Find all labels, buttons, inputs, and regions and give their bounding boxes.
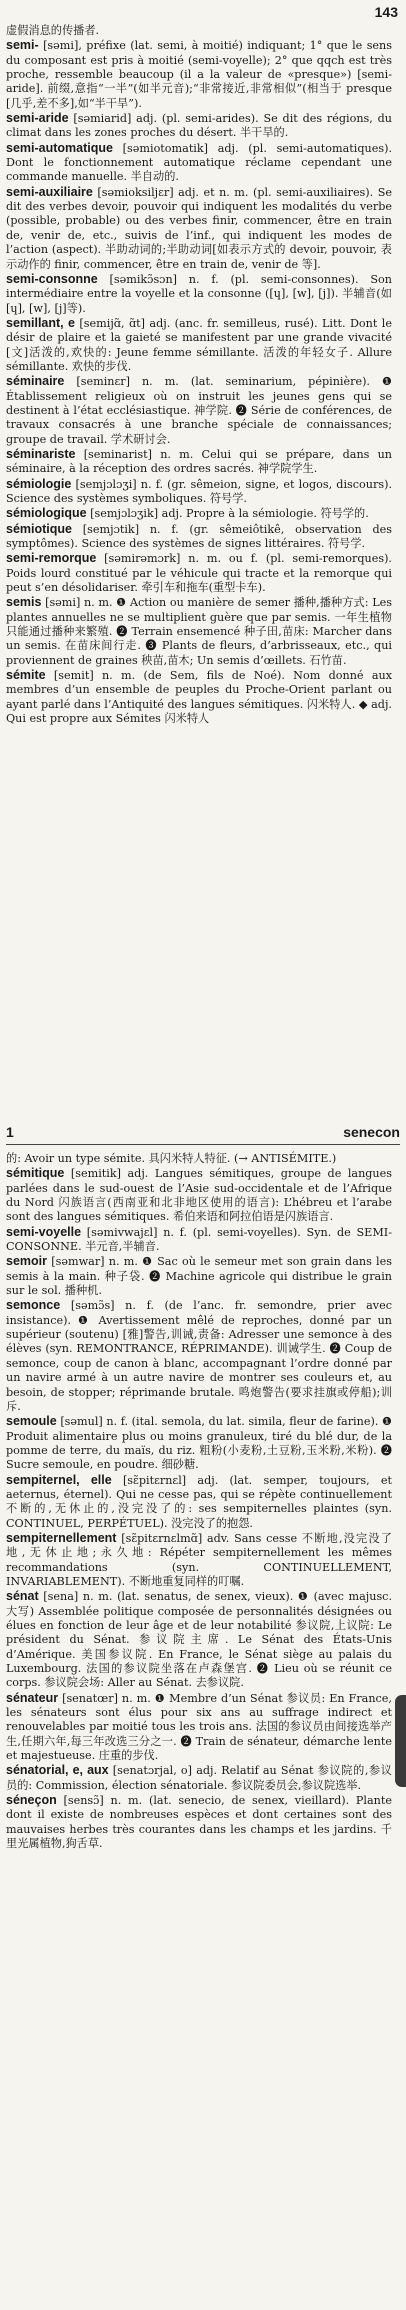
dictionary-entry xyxy=(6,1254,392,1298)
entry-definition: [senatœr] n. m. ❶ Membre d’un Sénat 参议员: En France, les sénateurs sont élus pour six ans au suffrage indirect et renouvelables par moitié tous les trois ans. 法国的参议员由间接选举产生,任期六年,每三年改选三分之一. ❷ Train de sénateur, démarche lente et majestueuse. 庄重的步伐. xyxy=(6,1691,392,1763)
dictionary-entry xyxy=(6,506,392,521)
entry-definition: [səmiarid] adj. (pl. semi-arides). Se dit des régions, du climat dans les zones proches du désert. 半干旱的. xyxy=(6,112,393,140)
entry-definition: [səmivwajɛl] n. f. (pl. semi-voyelles). Syn. de SEMI-CONSONNE. 半元音,半辅音. xyxy=(6,1225,393,1254)
dictionary-entry xyxy=(6,111,392,141)
entries-top xyxy=(6,24,392,727)
entry-headword: semoule xyxy=(6,1414,57,1429)
entry-definition: [semjɔtik] n. f. (gr. sêmeiôtikê, observation des symptômes). Science des systèmes de signes littéraires. 符号学. xyxy=(6,522,393,551)
entry-definition: [semjɔlɔʒik] adj. Propre à la sémiologie. 符号学的. xyxy=(90,507,369,521)
entry-definition: [səmul] n. f. (ital. semola, du lat. simila, fleur de farine). ❶ Produit alimentaire plus ou moins granuleux, tiré du blé dur, de la pomme de terre, du maïs, du riz. 粗粉(小麦粉,土豆粉,玉米粉,米粉). ❷ Sucre semoule, en poudre. 细砂糖. xyxy=(6,1415,392,1472)
entry-definition: [sɛ̃pitɛrnɛl] adj. (lat. semper, toujours, et aeternus, éternel). Qui ne cesse pas, qui se répète continuellement 不断的,无休止的,没完没了的: ses sempiternelles plaintes (syn. CONTINUEL, PERPÉTUEL). 没完没了的抱怨. xyxy=(6,1473,393,1530)
dictionary-entry xyxy=(6,595,392,668)
entry-definition: [semitik] adj. Langues sémitiques, groupe de langues parlées dans le sud-ouest de l’Asie sud-occidentale et de l’Afrique du Nord 闪族语言(西南亚和北非地区使用的语言): L’hébreu et l’arabe sont des langues sémitiques. 希伯来语和阿拉伯语是闪族语言. xyxy=(6,1167,393,1224)
entry-definition: [səmi], préfixe (lat. semi, à moitié) indiquant; 1° que le sens du composant est pris à moitié (semi-voyelle); 2° que qqch est très proche, ressemble beaucoup (il a la valeur de «presque») [semi-aride]. 前缀,意指“一半”(如半元音);“非常接近,非常相似”(相当于 presque [几乎,差不多],如“半干旱”). xyxy=(6,39,393,110)
entry-definition: [səmiotomatik] adj. (pl. semi-automatiques). Dont le fonctionnement automatique réclame cependant une commande manuelle. 半自动的. xyxy=(6,141,393,184)
entry-headword: semis xyxy=(6,595,42,610)
entry-headword: semonce xyxy=(6,1298,61,1313)
dictionary-entry xyxy=(6,1225,392,1255)
entry-headword: séminaire xyxy=(6,374,65,389)
dictionary-entry xyxy=(6,24,392,38)
dictionary-entry xyxy=(6,1763,392,1793)
entry-headword: sempiternellement xyxy=(6,1530,117,1545)
entry-definition: [semijɑ̃, ɑ̃t] adj. (anc. fr. semilleus, rusé). Litt. Dont le désir de plaire et la gaieté se manifestent par une grande vivacité [文]活泼的,欢快的: Jeune femme sémillante. 活泼的年轻女子. Allure sémillante. 欢快的步伐. xyxy=(6,316,392,373)
entry-headword: sémite xyxy=(6,668,46,683)
entry-headword: semillant, e xyxy=(6,315,75,330)
entry-definition: [səmirəmɔrk] n. m. ou f. (pl. semi-remorques). Poids lourd constitué par le véhicule qui tracte et la remorque qui peut s’en désolidariser. 牵引车和拖车(重型卡车). xyxy=(6,552,392,595)
entry-definition: [seminɛr] n. m. (lat. seminarium, pépinière). ❶ Établissement religieux où on instruit les jeunes gens qui se destinent à l’état ecclésiastique. 神学院. ❷ Série de conférences, de travaux consacrés à une branche spéciale de connaissances; groupe de travail. 学术研讨会. xyxy=(6,375,392,446)
entry-headword: semi-aride xyxy=(6,111,69,126)
entry-headword: sémiologie xyxy=(6,476,72,491)
thumb-index-tab xyxy=(395,1695,406,1787)
entry-definition: 虚假消息的传播者. xyxy=(6,24,100,37)
running-head xyxy=(6,1122,400,1145)
dictionary-entry xyxy=(6,447,392,477)
entry-headword: semi-voyelle xyxy=(6,1224,82,1239)
entry-definition: [səmioksiljɛr] adj. et n. m. (pl. semi-auxiliaires). Se dit des verbes devoir, pouvoir qui indiquent les modalités du verbe (possible, probable) ou des verbes finir, commencer, être en train de, venir de, etc., suivis de l’inf., qui indiquent les modes de l’action (aspect). 半助动词的;半助动词[如表示方式的 devoir, pouvoir, 表示动作的 finir, commencer, être en train de, venir de 等]. xyxy=(6,185,392,271)
dictionary-entry xyxy=(6,1473,392,1531)
running-head-left: 1 xyxy=(6,1124,14,1140)
entry-definition: [sena] n. m. (lat. senatus, de senex, vieux). ❶ (avec majusc. 大写) Assemblée politique composée de personnalités désignées ou élues en fonction de leur âge et de leur notabilité 参议院,上议院: Le président du Sénat. 参议院主席. Le Sénat des États-Unis d’Amérique. 美国参议院. En France, le Sénat siège au palais du Luxembourg. 法国的参议院坐落在卢森堡宫. ❷ Lieu où se réunit ce corps. 参议院会场: Aller au Sénat. 去参议院. xyxy=(6,1590,393,1690)
dictionary-entry xyxy=(6,38,392,111)
dictionary-entry xyxy=(6,1298,392,1414)
entry-definition: [səmɔ̃s] n. f. (de l’anc. fr. semondre, prier avec insistance). ❶ Avertissement mêlé de reproches, donné par un supérieur (soutenu) [雅]警告,训诫,责备: Adresser une semonce à des élèves (syn. REMONTRANCE, RÉPRIMANDE). 训诫学生. ❷ Coup de semonce, coup de canon à blanc, accompagnant l’ordre donné par un navire armé à un autre navire de montrer ses couleurs et, au besoin, de stopper; réprimande brutale. 鸣炮警告(要求挂旗或停船);训斥. xyxy=(6,1299,392,1413)
entry-definition: [səmi] n. m. ❶ Action ou manière de semer 播种,播种方式: Les plantes annuelles ne se multiplient guère que par semis. 一年生植物只能通过播种来繁殖. ❷ Terrain ensemencé 种子田,苗床: Marcher dans un semis. 在苗床间行走. ❸ Plants de fleurs, d’arbrisseaux, etc., qui proviennent de graines 秧苗,苗木; Un semis d’œillets. 石竹苗. xyxy=(6,596,392,667)
entry-headword: sénat xyxy=(6,1589,39,1604)
dictionary-entry xyxy=(6,1691,392,1764)
entry-headword: sémiotique xyxy=(6,521,72,536)
dictionary-entry xyxy=(6,1793,392,1851)
entry-headword: semi-auxiliaire xyxy=(6,184,93,199)
running-head-right: senecon xyxy=(343,1124,400,1140)
dictionary-entry xyxy=(6,477,392,507)
dictionary-entry xyxy=(6,1589,392,1690)
entry-definition: [sensɔ̃] n. m. (lat. senecio, de senex, vieillard). Plante dont il existe de nombreuses espèces et dont certaines sont des mauvaises herbes très courantes dans les champs et les jardins. 千里光属植物,狗舌草. xyxy=(6,1794,393,1851)
entry-definition: [səmikɔ̃sɔn] n. f. (pl. semi-consonnes). Son intermédiaire entre la voyelle et la consonne ([ɥ], [w], [j]). 半辅音(如 [ɥ], [w], [j]等). xyxy=(6,272,392,315)
entry-headword: sempiternel, elle xyxy=(6,1472,112,1487)
entry-headword: sénateur xyxy=(6,1690,59,1705)
entry-headword: séneçon xyxy=(6,1793,57,1808)
dictionary-entry xyxy=(6,668,392,726)
entry-headword: sémiologique xyxy=(6,506,87,521)
entry-definition: [semjɔlɔʒi] n. f. (gr. sêmeion, signe, et logos, discours). Science des systèmes symboliques. 符号学. xyxy=(6,477,393,505)
entry-definition: [senatɔrjal, o] adj. Relatif au Sénat 参议院的,参议员的: Commission, élection sénatoriale. 参议院委员会,参议院选举. xyxy=(6,1764,392,1792)
page-number: 143 xyxy=(374,4,398,20)
entry-headword: semi-automatique xyxy=(6,140,113,155)
dictionary-entry xyxy=(6,1166,392,1224)
entries-bottom xyxy=(6,1152,392,1852)
entry-definition: [semit] n. m. (de Sem, fils de Noé). Nom donné aux membres d’un ensemble de peuples du Proche-Orient parlant ou ayant parlé dans l’Antiquité des langues sémitiques. 闪米特人. ◆ adj. Qui est propre aux Sémites 闪米特人 xyxy=(6,669,392,726)
dictionary-entry xyxy=(6,185,392,272)
dictionary-entry xyxy=(6,316,392,374)
dictionary-entry xyxy=(6,522,392,552)
entry-headword: semi-remorque xyxy=(6,551,97,566)
entry-headword: sénatorial, e, aux xyxy=(6,1763,109,1778)
entry-definition: [sɛ̃pitɛrnɛlmɑ̃] adv. Sans cesse 不断地,没完没了地,无休止地;永久地: Répéter sempiternellement les mêmes recommandations (syn. CONTINUELLEMENT, INVARIABLEMENT). 不断地重复同样的叮嘱. xyxy=(6,1531,392,1588)
entry-definition: 的: Avoir un type sémite. 具闪米特人特征. (→ ANTISÉMITE.) xyxy=(6,1152,337,1165)
entry-definition: [səmwar] n. m. ❶ Sac où le semeur met son grain dans les semis à la main. 种子袋. ❷ Machine agricole qui distribue le grain sur le sol. 播种机. xyxy=(6,1255,392,1298)
dictionary-entry xyxy=(6,551,392,595)
entry-headword: semi- xyxy=(6,38,39,53)
dictionary-entry xyxy=(6,272,392,316)
entry-headword: semoir xyxy=(6,1254,47,1269)
dictionary-entry xyxy=(6,1531,392,1589)
dictionary-entry xyxy=(6,1414,392,1472)
dictionary-entry xyxy=(6,374,392,447)
dictionary-entry xyxy=(6,1152,392,1166)
entry-headword: semi-consonne xyxy=(6,271,98,286)
entry-headword: sémitique xyxy=(6,1166,65,1181)
dictionary-entry xyxy=(6,141,392,185)
entry-headword: séminariste xyxy=(6,446,76,461)
entry-definition: [seminarist] n. m. Celui qui se prépare, dans un séminaire, à la réception des ordres sacrés. 神学院学生. xyxy=(6,447,392,476)
